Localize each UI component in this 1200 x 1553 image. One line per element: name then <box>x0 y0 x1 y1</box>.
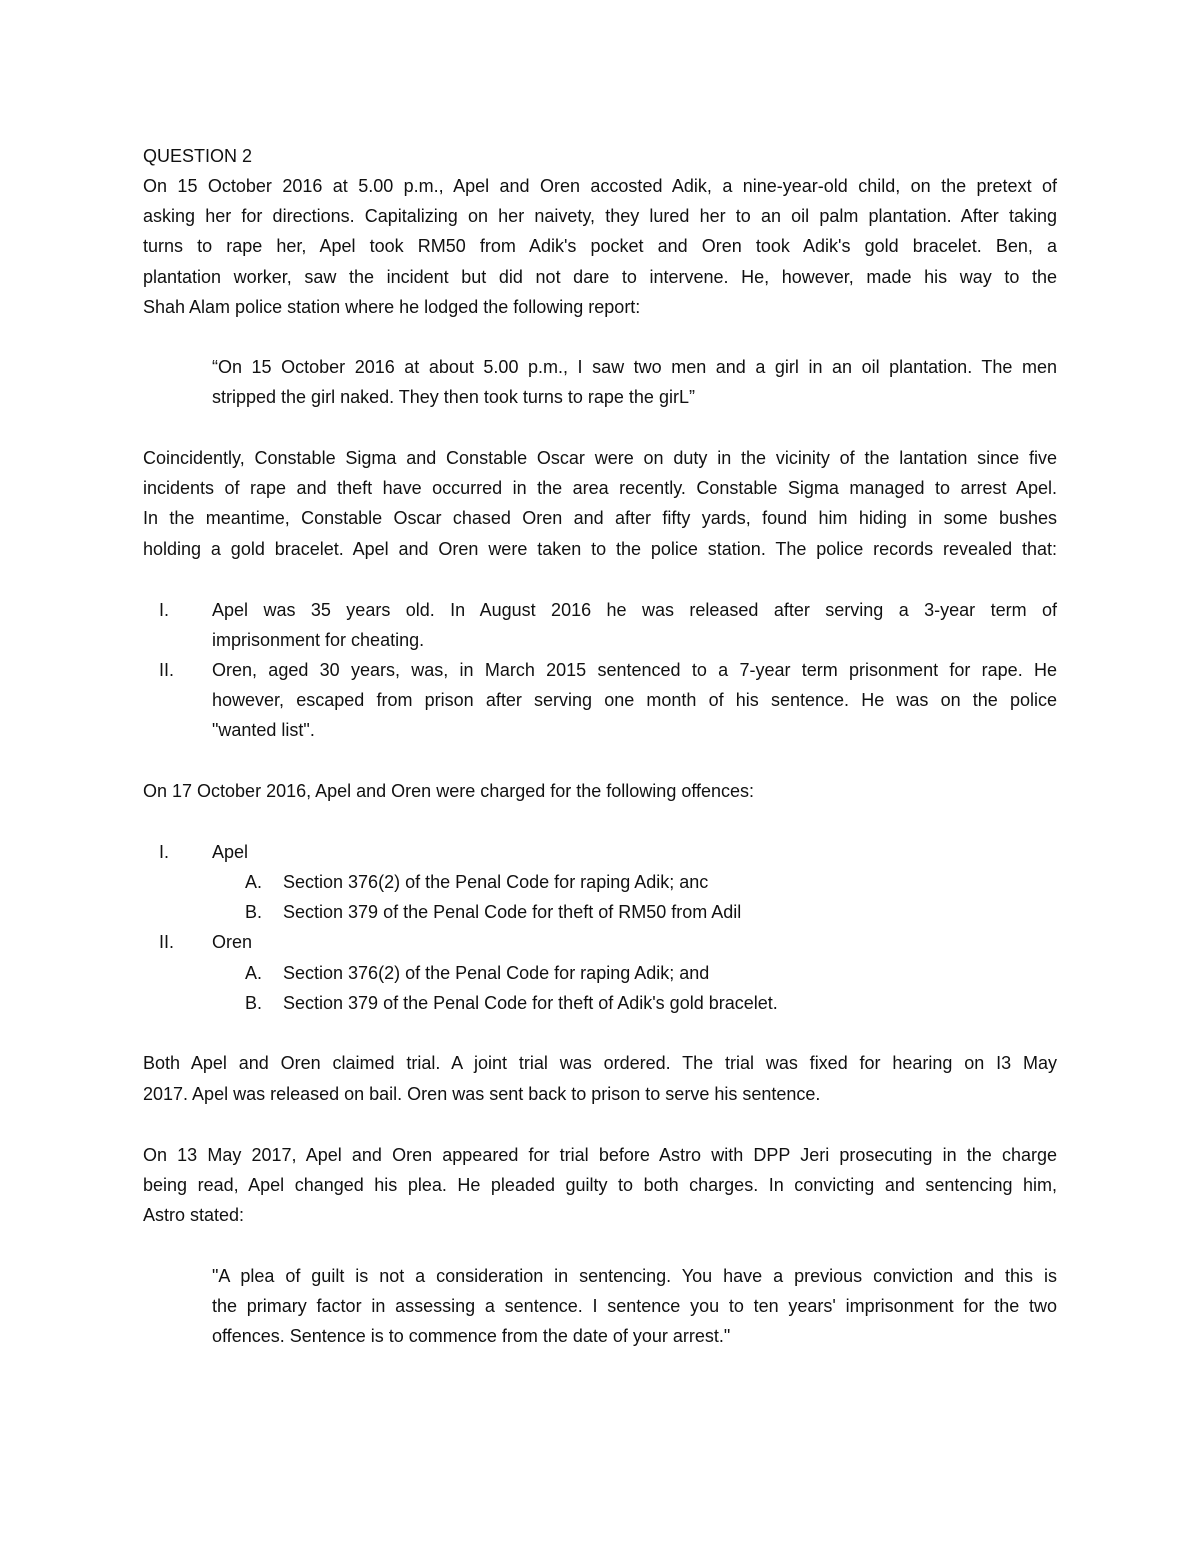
charge-text: Section 379 of the Penal Code for theft of RM50 from Adil <box>283 902 742 922</box>
paragraph-line: In the meantime, Constable Oscar chased Oren and after fifty yards, found him hiding in some bushes <box>143 508 1057 528</box>
list-number: I. <box>159 842 170 862</box>
list-number: I. <box>159 600 170 620</box>
quote-line: the primary factor in assessing a sentence. I sentence you to ten years' imprisonment for the two <box>212 1296 1057 1316</box>
quote-line: offences. Sentence is to commence from the date of your arrest." <box>212 1326 731 1346</box>
list-item-line: imprisonment for cheating. <box>212 630 425 650</box>
paragraph-line: turns to rape her, Apel took RM50 from Adik's pocket and Oren took Adik's gold bracelet. Ben, a <box>143 236 1057 256</box>
paragraph-line: holding a gold bracelet. Apel and Oren were taken to the police station. The police records revealed that: <box>143 539 1057 559</box>
paragraph-line: plantation worker, saw the incident but did not dare to intervene. He, however, made his way to the <box>143 267 1057 287</box>
list-item-line: "wanted list". <box>212 720 315 740</box>
quote-line: "A plea of guilt is not a consideration in sentencing. You have a previous conviction and this is <box>212 1266 1057 1286</box>
paragraph-line: 2017. Apel was released on bail. Oren was sent back to prison to serve his sentence. <box>143 1084 821 1104</box>
list-item-line: however, escaped from prison after serving one month of his sentence. He was on the police <box>212 690 1057 710</box>
paragraph-line: being read, Apel changed his plea. He pleaded guilty to both charges. In convicting and sentencing him, <box>143 1175 1057 1195</box>
charge-letter: B. <box>245 902 263 922</box>
charge-text: Section 379 of the Penal Code for theft of Adik's gold bracelet. <box>283 993 778 1013</box>
charges-intro: On 17 October 2016, Apel and Oren were charged for the following offences: <box>143 781 755 801</box>
list-item-line: Oren, aged 30 years, was, in March 2015 sentenced to a 7-year term prisonment for rape. He <box>212 660 1057 680</box>
list-number: II. <box>159 660 175 680</box>
question-heading: QUESTION 2 <box>143 146 253 166</box>
quote-line: stripped the girl naked. They then took turns to rape the girL” <box>212 387 695 407</box>
charge-letter: B. <box>245 993 263 1013</box>
list-item-line: Apel was 35 years old. In August 2016 he was released after serving a 3-year term of <box>212 600 1057 620</box>
charge-text: Section 376(2) of the Penal Code for raping Adik; and <box>283 963 710 983</box>
paragraph-line: incidents of rape and theft have occurred in the area recently. Constable Sigma managed to arrest Apel. <box>143 478 1057 498</box>
accused-name: Apel <box>212 842 249 862</box>
paragraph-line: Shah Alam police station where he lodged the following report: <box>143 297 641 317</box>
paragraph-line: asking her for directions. Capitalizing on her naivety, they lured her to an oil palm plantation. After taking <box>143 206 1057 226</box>
accused-name: Oren <box>212 932 253 952</box>
paragraph-line: Astro stated: <box>143 1205 245 1225</box>
charge-letter: A. <box>245 963 263 983</box>
charge-letter: A. <box>245 872 263 892</box>
quote-line: “On 15 October 2016 at about 5.00 p.m., I saw two men and a girl in an oil plantation. The men <box>212 357 1057 377</box>
paragraph-line: On 13 May 2017, Apel and Oren appeared for trial before Astro with DPP Jeri prosecuting in the charge <box>143 1145 1057 1165</box>
charge-text: Section 376(2) of the Penal Code for raping Adik; anc <box>283 872 709 892</box>
paragraph-line: Coincidently, Constable Sigma and Constable Oscar were on duty in the vicinity of the lantation since five <box>143 448 1057 468</box>
list-number: II. <box>159 932 175 952</box>
paragraph-line: On 15 October 2016 at 5.00 p.m., Apel and Oren accosted Adik, a nine-year-old child, on the pretext of <box>143 176 1057 196</box>
paragraph-line: Both Apel and Oren claimed trial. A joint trial was ordered. The trial was fixed for hearing on I3 May <box>143 1053 1057 1073</box>
